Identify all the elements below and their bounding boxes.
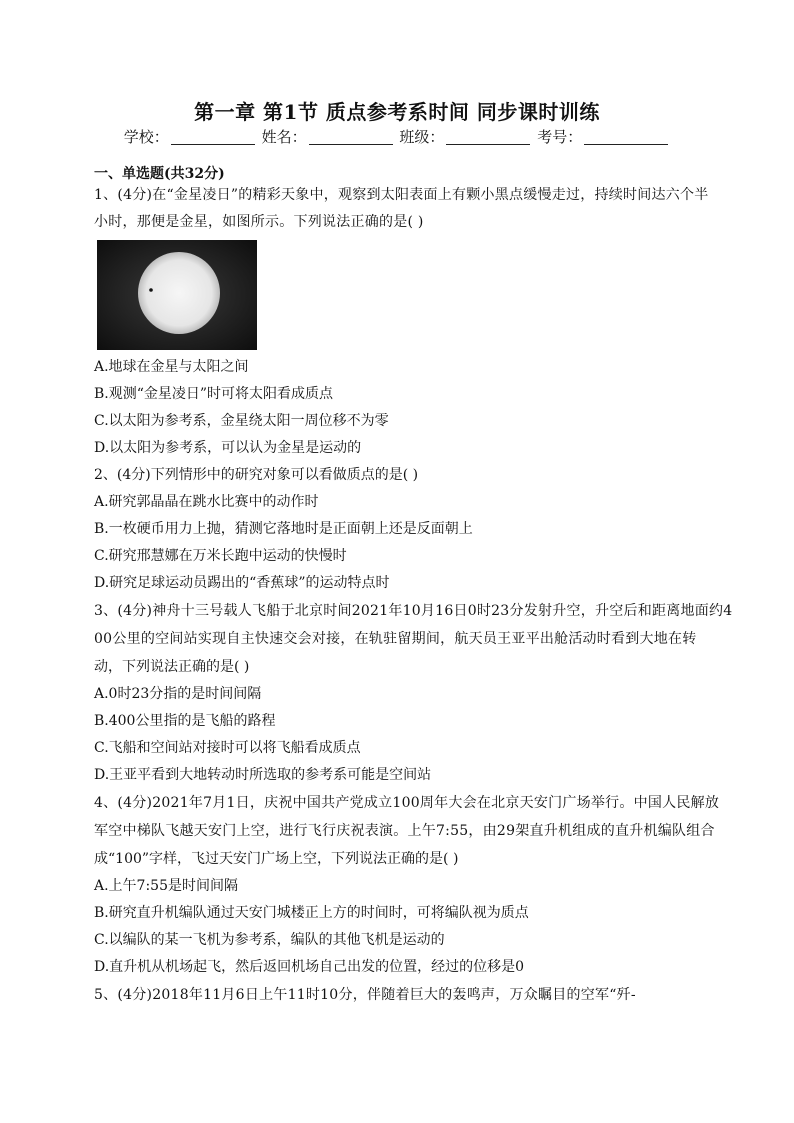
q4-stem-line-3: 成“100”字样，飞过天安门广场上空，下列说法正确的是( ) xyxy=(94,851,459,867)
page-title: 第一章 第1节 质点参考系时间 同步课时训练 xyxy=(194,100,600,124)
venus-dot xyxy=(149,288,153,292)
q4-option-b: B.研究直升机编队通过天安门城楼正上方的时间时，可将编队视为质点 xyxy=(94,905,529,921)
q1-option-c: C.以太阳为参考系，金星绕太阳一周位移不为零 xyxy=(94,413,389,429)
student-info-row xyxy=(0,126,794,147)
venus-transit-photo xyxy=(97,240,257,350)
q3-option-b: B.400公里指的是飞船的路程 xyxy=(94,713,276,729)
exam-number-blank[interactable] xyxy=(584,130,668,145)
school-blank[interactable] xyxy=(171,130,255,145)
q3-option-d: D.王亚平看到大地转动时所选取的参考系可能是空间站 xyxy=(94,767,432,783)
q5-stem-line-1: 5、(4分)2018年11月6日上午11时10分，伴随着巨大的轰鸣声，万众瞩目的空军“歼- xyxy=(94,987,636,1003)
q1-option-a: A.地球在金星与太阳之间 xyxy=(94,359,249,375)
q3-option-a: A.0时23分指的是时间间隔 xyxy=(94,686,262,702)
sun-disc xyxy=(138,252,220,334)
q4-stem-line-1: 4、(4分)2021年7月1日，庆祝中国共产党成立100周年大会在北京天安门广场举行。中国人民解放 xyxy=(94,795,720,811)
q1-stem-line-2: 小时，那便是金星，如图所示。下列说法正确的是( ) xyxy=(94,214,424,230)
q2-option-c: C.研究邢慧娜在万米长跑中运动的快慢时 xyxy=(94,548,347,564)
class-label: 班级： xyxy=(399,128,445,146)
q1-stem-line-1: 1、(4分)在“金星凌日”的精彩天象中，观察到太阳表面上有颗小黑点缓慢走过，持续时间达六个半 xyxy=(94,187,709,203)
q2-stem-line-1: 2、(4分)下列情形中的研究对象可以看做质点的是( ) xyxy=(94,467,419,483)
q3-stem-line-1: 3、(4分)神舟十三号载人飞船于北京时间2021年10月16日0时23分发射升空，升空后和距离地面约4 xyxy=(94,603,733,619)
q1-option-b: B.观测“金星凌日”时可将太阳看成质点 xyxy=(94,386,334,402)
q3-option-c: C.飞船和空间站对接时可以将飞船看成质点 xyxy=(94,740,361,756)
name-label: 姓名： xyxy=(261,128,307,146)
q4-stem-line-2: 军空中梯队飞越天安门上空，进行飞行庆祝表演。上午7:55，由29架直升机组成的直升机编队组合 xyxy=(94,823,715,839)
q2-option-d: D.研究足球运动员踢出的“香蕉球”的运动特点时 xyxy=(94,575,390,591)
class-blank[interactable] xyxy=(446,130,530,145)
q2-option-a: A.研究郭晶晶在跳水比赛中的动作时 xyxy=(94,494,319,510)
exam-number-label: 考号： xyxy=(537,128,583,146)
q2-option-b: B.一枚硬币用力上抛，猜测它落地时是正面朝上还是反面朝上 xyxy=(94,521,473,537)
q4-option-c: C.以编队的某一飞机为参考系，编队的其他飞机是运动的 xyxy=(94,932,445,948)
q3-stem-line-3: 动，下列说法正确的是( ) xyxy=(94,659,250,675)
name-blank[interactable] xyxy=(309,130,393,145)
school-label: 学校： xyxy=(123,128,169,146)
q4-option-a: A.上午7:55是时间间隔 xyxy=(94,878,238,894)
q4-option-d: D.直升机从机场起飞，然后返回机场自己出发的位置，经过的位移是0 xyxy=(94,959,525,975)
q1-option-d: D.以太阳为参考系，可以认为金星是运动的 xyxy=(94,440,362,456)
section-heading: 一、单选题(共32分) xyxy=(94,166,225,182)
q3-stem-line-2: 00公里的空间站实现自主快速交会对接，在轨驻留期间，航天员王亚平出舱活动时看到大地在转 xyxy=(94,631,697,647)
